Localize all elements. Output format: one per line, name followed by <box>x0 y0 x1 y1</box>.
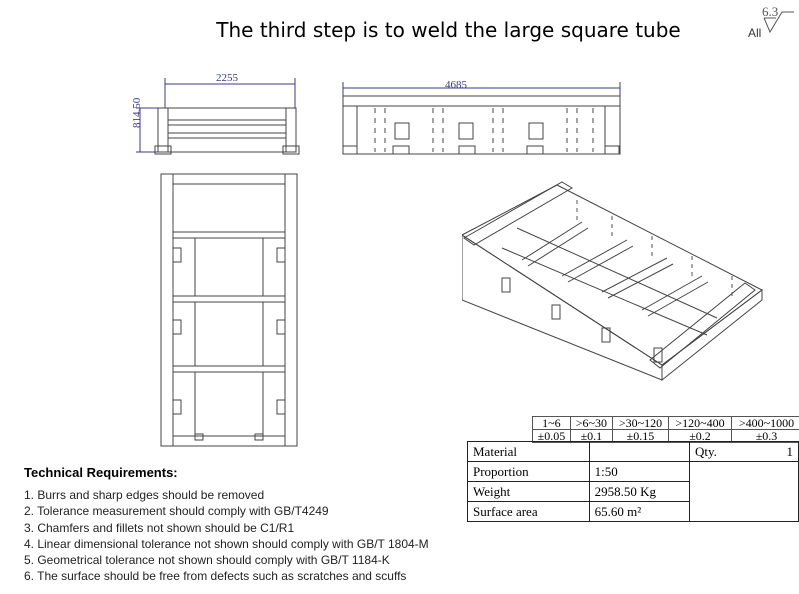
tolerance-ranges-row <box>533 417 799 430</box>
tolerance-value: ±0.15 <box>612 430 668 443</box>
weight-label: Weight <box>468 482 590 502</box>
title-block <box>467 441 799 522</box>
surface-area-label: Surface area <box>468 502 590 522</box>
dimension-width: 2255 <box>216 72 238 84</box>
proportion-value: 1:50 <box>589 462 689 482</box>
proportion-label: Proportion <box>468 462 590 482</box>
tolerance-table <box>532 416 799 443</box>
tolerance-range: >6~30 <box>570 417 612 430</box>
isometric-view-drawing <box>462 180 767 390</box>
material-value <box>589 442 689 462</box>
surface-area-value: 65.60 m² <box>589 502 689 522</box>
end-view-drawing <box>130 70 310 165</box>
tolerance-value: ±0.1 <box>570 430 612 443</box>
material-label: Material <box>468 442 590 462</box>
surface-roughness-symbol <box>742 4 798 44</box>
drawing-title: The third step is to weld the large square tube <box>216 18 681 42</box>
tolerance-value: ±0.2 <box>668 430 731 443</box>
dimension-height: 814.50 <box>131 97 143 128</box>
roughness-check-icon <box>742 4 798 44</box>
tolerance-value: ±0.3 <box>731 430 799 443</box>
requirement-item: 2. Tolerance measurement should comply with GB/T4249 <box>24 504 329 519</box>
technical-requirements <box>24 465 429 584</box>
requirement-item: 4. Linear dimensional tolerance not shown should comply with GB/T 1804-M <box>24 536 429 551</box>
side-view-drawing <box>335 78 635 160</box>
requirements-heading: Technical Requirements: <box>24 465 178 480</box>
qty-value: 1 <box>737 442 799 462</box>
requirement-item: 6. The surface should be free from defects such as scratches and scuffs <box>24 569 407 584</box>
title-block-blank <box>690 462 799 522</box>
qty-label: Qty. <box>690 442 737 462</box>
tolerance-range: 1~6 <box>533 417 571 430</box>
weight-value: 2958.50 Kg <box>589 482 689 502</box>
tolerance-value: ±0.05 <box>533 430 571 443</box>
dimension-length: 4685 <box>445 79 467 91</box>
tolerance-range: >400~1000 <box>731 417 799 430</box>
roughness-scope: All <box>748 26 762 40</box>
tolerance-range: >30~120 <box>612 417 668 430</box>
roughness-value: 6.3 <box>762 4 779 19</box>
requirement-item: 5. Geometrical tolerance not shown should comply with GB/T 1184-K <box>24 553 390 568</box>
requirement-item: 1. Burrs and sharp edges should be removed <box>24 488 265 503</box>
tolerance-range: >120~400 <box>668 417 731 430</box>
plan-view-drawing <box>155 172 303 452</box>
requirement-item: 3. Chamfers and fillets not shown should be C1/R1 <box>24 520 295 535</box>
